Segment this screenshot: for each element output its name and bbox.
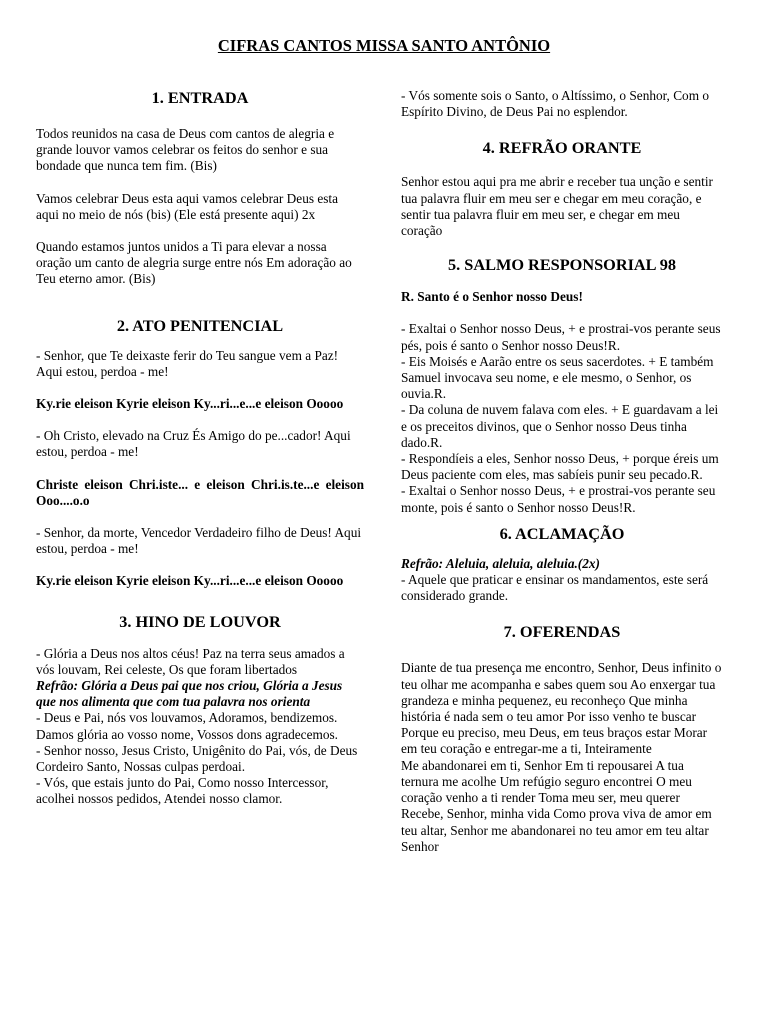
hino-continuation: - Vós somente sois o Santo, o Altíssimo, o Senhor, Com o Espírito Divino, de Deus Pai no esplendor. — [401, 88, 710, 120]
ato-paragraph-2: - Oh Cristo, elevado na Cruz És Amigo do pe...cador! Aqui estou, perdoa - me! — [36, 428, 351, 460]
ato-kyrie-1: Ky.rie eleison Kyrie eleison Ky...ri...e...e eleison Ooooo — [36, 396, 344, 412]
heading-refrao-orante: 4. REFRÃO ORANTE — [482, 138, 642, 158]
left-column — [36, 88, 364, 808]
aclamacao-refrao: Refrão: Aleluia, aleluia, aleluia.(2x) — [401, 555, 600, 571]
salmo-refrao: R. Santo é o Senhor nosso Deus! — [401, 289, 583, 305]
entrada-paragraph-3: Quando estamos juntos unidos a Ti para elevar a nossa oração um canto de alegria surge entre nós Em adoração ao Teu eterno amor. (Bis) — [36, 239, 352, 287]
ato-kyrie-2: Ky.rie eleison Kyrie eleison Ky...ri...e...e eleison Ooooo — [36, 573, 344, 589]
salmo-verse-4: - Respondíeis a eles, Senhor nosso Deus, + porque éreis um Deus paciente com eles, mas sabíeis punir seu pecado.R. — [401, 451, 719, 483]
oferendas-paragraph-1: Diante de tua presença me encontro, Senhor, Deus infinito o teu olhar me acompanha e sabes quem sou Ao enxergar tua grandeza e minha pequenez, eu reconheço Que minha história é nada sem o teu amor Por isso venho te buscar Porque eu preciso, meu Deus, em teus braços estar Morar em teu coração e entregar-me a ti, Inteiramente — [401, 660, 722, 757]
hino-paragraph-3: - Senhor nosso, Jesus Cristo, Unigênito do Pai, vós, de Deus Cordeiro Santo, Nossas culpas perdoai. — [36, 742, 358, 775]
heading-oferendas: 7. OFERENDAS — [503, 622, 621, 642]
salmo-verse-5: - Exaltai o Senhor nosso Deus, + e prostrai-vos perante seu monte, pois é santo o Senhor nosso Deus!R. — [401, 483, 716, 515]
refrao-orante-paragraph: Senhor estou aqui pra me abrir e receber tua unção e sentir tua palavra fluir em meu ser e chegar em meu coração, e sentir tua palavra fluir em meu ser, e chegar em meu coração — [401, 174, 713, 239]
hino-paragraph-4: - Vós, que estais junto do Pai, Como nosso Intercessor, acolhei nossos pedidos, Atendei nosso clamor. — [36, 775, 329, 807]
hino-paragraph-2: - Deus e Pai, nós vos louvamos, Adoramos, bendizemos. Damos glória ao vosso nome, Vossos dons agradecemos. — [36, 710, 338, 742]
hino-paragraph-1: - Glória a Deus nos altos céus! Paz na terra seus amados a vós louvam, Rei celeste, Os que foram libertados — [36, 645, 345, 677]
ato-paragraph-1: - Senhor, que Te deixaste ferir do Teu sangue vem a Paz! Aqui estou, perdoa - me! — [36, 347, 339, 379]
document-title: CIFRAS CANTOS MISSA SANTO ANTÔNIO — [217, 36, 551, 55]
hino-refrao: Refrão: Glória a Deus pai que nos criou, Glória a Jesus que nos alimenta que com tua palavra nos orienta — [36, 678, 343, 710]
salmo-verse-2: - Eis Moisés e Aarão entre os seus sacerdotes. + E também Samuel invocava seu nome, e ele mesmo, o Senhor, os ouvia.R. — [401, 353, 714, 402]
heading-entrada: 1. ENTRADA — [151, 88, 249, 107]
aclamacao-paragraph: - Aquele que praticar e ensinar os mandamentos, este será considerado grande. — [401, 572, 709, 604]
oferendas-paragraph-2: Me abandonarei em ti, Senhor Em ti repousarei A tua ternura me acolhe Um refúgio seguro encontrei O meu coração venho a ti render Toma meu ser, meu querer Recebe, Senhor, minha vida Como prova viva de amor em teu altar, Senhor me abandonarei no teu amor em teu altar Senhor — [401, 757, 712, 854]
ato-christe: Christe eleison Chri.iste... e eleison Chri.is.te...e eleison Ooo....o.o — [36, 476, 364, 508]
salmo-verse-3: - Da coluna de nuvem falava com eles. + E guardavam a lei e os preceitos divinos, que o Senhor nosso Deus tinha dado.R. — [401, 402, 719, 450]
heading-salmo-responsorial: 5. SALMO RESPONSORIAL 98 — [448, 255, 676, 275]
heading-aclamacao: 6. ACLAMAÇÃO — [499, 523, 625, 543]
salmo-verse-1: - Exaltai o Senhor nosso Deus, + e prostrai-vos perante seus pés, pois é santo o Senhor nosso Deus!R. — [401, 321, 721, 353]
right-column — [401, 88, 723, 855]
ato-paragraph-3: - Senhor, da morte, Vencedor Verdadeiro filho de Deus! Aqui estou, perdoa - me! — [36, 525, 362, 557]
entrada-paragraph-2: Vamos celebrar Deus esta aqui vamos celebrar Deus esta aqui no meio de nós (bis) (Ele está presente aqui) 2x — [36, 190, 339, 222]
heading-ato-penitencial: 2. ATO PENITENCIAL — [116, 315, 284, 335]
entrada-paragraph-1: Todos reunidos na casa de Deus com cantos de alegria e grande louvor vamos celebrar os feitos do senhor e sua bondade que nunca tem fim. (Bis) — [36, 126, 335, 174]
heading-hino-de-louvor: 3. HINO DE LOUVOR — [119, 611, 281, 631]
